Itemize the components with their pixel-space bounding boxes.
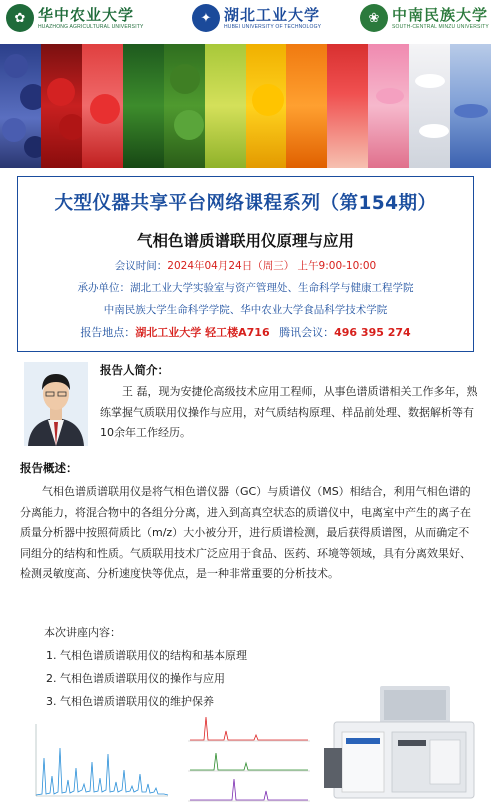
logo-name-cn: 中南民族大学: [392, 5, 489, 24]
meeting-time-label: 会议时间：: [114, 260, 168, 272]
cucumbers-image: [123, 44, 164, 168]
course-series-title: 大型仪器共享平台网络课程系列（第154期）: [54, 193, 437, 214]
seal-icon: ❀: [360, 4, 388, 32]
venue-value: 湖北工业大学 轻工楼A716: [135, 326, 270, 339]
logo-name-cn: 华中农业大学: [38, 5, 135, 24]
university-logos-bar: [0, 0, 491, 44]
limes-image: [205, 44, 246, 168]
broccoli-image: [164, 44, 205, 168]
blue-capsules-image: [450, 44, 491, 168]
organizer-line-2: 中南民族大学生命科学学院、华中农业大学食品科学技术学院: [103, 304, 388, 316]
organizer-label: 承办单位：: [77, 282, 130, 294]
blueberries-image: [0, 44, 41, 168]
overview-heading: 报告概述：: [20, 461, 78, 475]
logo-name-en: HUBEI UNIVERSITY OF TECHNOLOGY: [224, 23, 322, 30]
white-tablets-image: [409, 44, 450, 168]
hubei-university-of-technology-logo: [192, 4, 321, 32]
organizer-line-1: 湖北工业大学实验室与资产管理处、生命科学与健康工程学院: [130, 282, 414, 294]
huazhong-agricultural-university-logo: [6, 4, 144, 32]
organizer-row-2: [18, 303, 473, 317]
cherries-image: [41, 44, 82, 168]
venue-label: 报告地点：: [80, 326, 136, 339]
food-banner-image: [0, 44, 491, 168]
chromatogram-image: [28, 718, 171, 804]
presenter-bio: 王 磊，现为安捷伦高级技术应用工程师，从事色谱质谱相关工作多年，熟练掌握气质联用仪操作与应用，对气质结构原理、样品前处理、数据解析等有10余年工作经历。: [100, 385, 478, 439]
logo-name-en: SOUTH-CENTRAL MINZU UNIVERSITY: [392, 23, 489, 30]
red-capsules-image: [327, 44, 368, 168]
logo-name-cn: 湖北工业大学: [224, 5, 321, 24]
gc-ms-instrument-image: [322, 682, 482, 804]
topic-item-3: 3. 气相色谱质谱联用仪的维护保养: [46, 695, 214, 708]
tencent-meeting-id: 496 395 274: [334, 326, 411, 339]
presenter-photo: [24, 362, 88, 446]
south-central-minzu-university-logo: [360, 4, 489, 32]
tencent-meeting-label: 腾讯会议：: [279, 326, 335, 339]
oranges-image: [286, 44, 327, 168]
course-info-panel: [17, 176, 474, 352]
mass-spectrum-image: [184, 713, 314, 805]
lecture-contents-heading: 本次讲座内容：: [44, 626, 121, 639]
overview-text: 气相色谱质谱联用仪是将气相色谱仪器（GC）与质谱仪（MS）相结合，利用气相色谱的分离能力，将混合物中的各组分分离，进入到高真空状态的质谱仪中，电离室中产生的离子在质量分析器中按照荷质比（m/z）大小被分开，进行质谱检测，最后获得质谱图，从而确定不同组分的结构和性质。气质联用技术广泛应用于食品、医药、环境等领域，具有分离效果好、检测灵敏度高、分析速度快等优点，是一种非常重要的分析技术。: [20, 485, 471, 580]
logo-name-en: HUAZHONG AGRICULTURAL UNIVERSITY: [38, 23, 144, 30]
seal-icon: ✦: [192, 4, 220, 32]
course-topic-title: 气相色谱质谱联用仪原理与应用: [136, 232, 354, 250]
pink-pills-image: [368, 44, 409, 168]
meeting-time-row: [18, 259, 473, 273]
strawberries-image: [82, 44, 123, 168]
venue-row: [18, 326, 473, 340]
topic-item-2: 2. 气相色谱质谱联用仪的操作与应用: [46, 672, 225, 685]
topic-item-1: 1. 气相色谱质谱联用仪的结构和基本原理: [46, 649, 247, 662]
lemons-image: [246, 44, 287, 168]
organizer-row: [18, 281, 473, 295]
meeting-time-value: 2024年04月24日（周三） 上午9:00-10:00: [167, 260, 377, 272]
presenter-heading: 报告人简介：: [100, 363, 169, 377]
seal-icon: ✿: [6, 4, 34, 32]
